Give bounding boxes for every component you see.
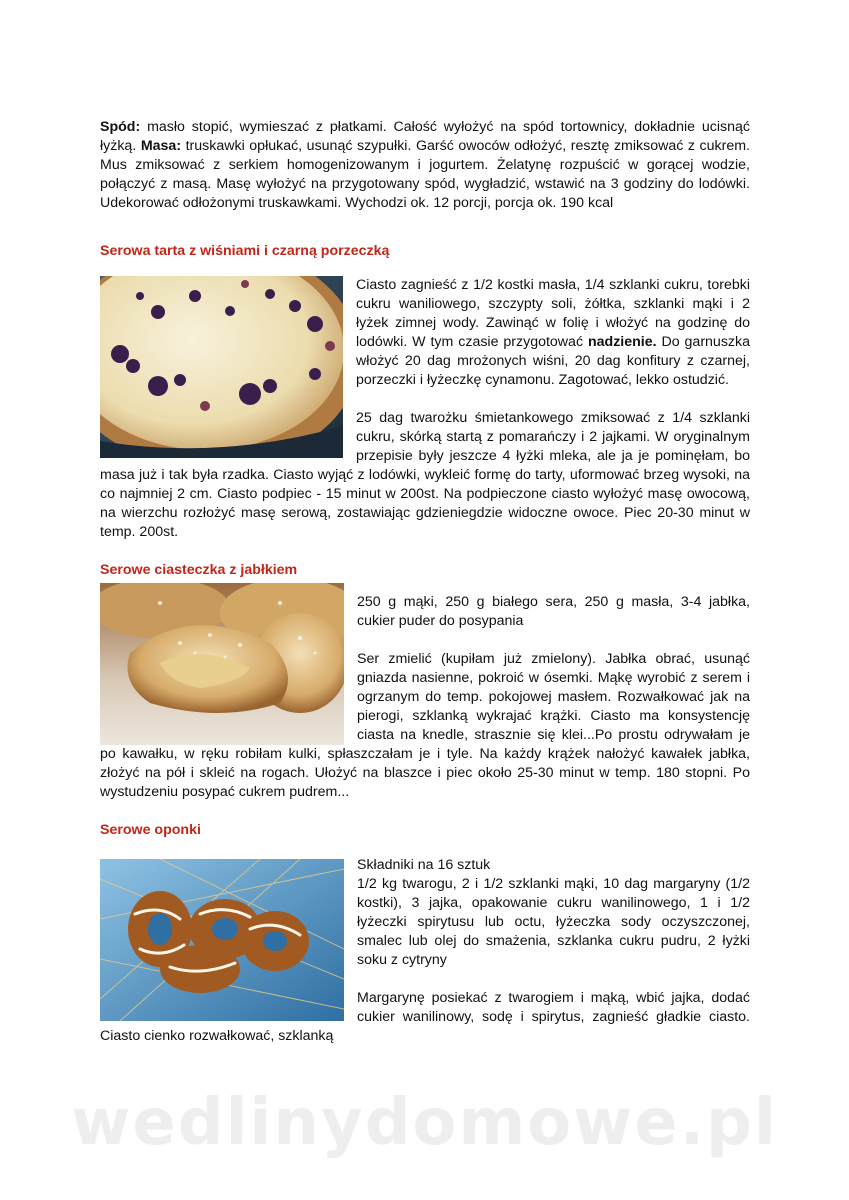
masa-text: truskawki opłukać, usunąć szypułki. Garść owoców odłożyć, resztę zmiksować z cukrem. Mus zmiksować z serkiem homogenizowanym i jogurtem. Żelatynę rozpuścić w gorącej wodzie, połączyć z masą. Masę wyłożyć na przygotowany spód, wygładzić, wstawić na 3 godziny do lodówki. Udekorować odłożonymi truskawkami. Wychodzi ok. 12 porcji, porcja ok. 190 kcal [100,138,750,211]
spod-text: masło stopić, wymieszać z płatkami. Całość wyłożyć na spód tortownicy, dokładnie ucisnąć łyżką. [100,119,750,154]
document-page [100,110,750,1046]
recipe-title-tarta: Serowa tarta z wiśniami i czarną porzeczką [100,243,390,259]
ciasteczka-paragraph-1: 250 g mąki, 250 g białego sera, 250 g masła, 3-4 jabłka, cukier puder do posypania [357,594,750,629]
tarta-text-a: Ciasto zagnieść z 1/2 kostki masła, 1/4 szklanki cukru, torebki cukru waniliowego, szczypty soli, żółtka, szklanki mąki i 2 łyżek zimnej wody. Zawinąć w folię i włożyć na godzinę do lodówki. W tym czasie przygotować [356,277,750,350]
oponki-ingredients-heading: Składniki na 16 sztuk [357,857,491,873]
tarta-text-b: Do garnuszka włożyć 20 dag mrożonych wiśni, 20 dag konfitury z czarnej, porzeczki i łyżeczkę cynamonu. Zagotować, lekko ostudzić. [356,334,750,388]
recipe-title-ciasteczka: Serowe ciasteczka z jabłkiem [100,562,298,578]
tart-photo [100,276,343,458]
recipe-title-oponki: Serowe oponki [100,822,201,838]
watermark: wedlinydomowe.pl [71,1086,778,1160]
oponki-paragraph-2: Margarynę posiekać z twarogiem i mąką, wbić jajka, dodać cukier wanilinowy, sodę i spirytus, zagnieść gładkie ciasto. Ciasto cienko rozwałkować, szklanką [100,990,750,1044]
intro-paragraph [100,118,750,213]
oponki-ingredients: 1/2 kg twarogu, 2 i 1/2 szklanki mąki, 10 dag margaryny (1/2 kostki), 3 jajka, opakowanie cukru wanilinowego, 1 i 1/2 łyżeczki spirytusu lub octu, łyżeczka sody oczyszczonej, smalec lub olej do smażenia, szklanka cukru pudru, 2 łyżki soku z cytryny [357,876,750,968]
oponki-photo [100,859,344,1021]
tarta-nadzienie-bold: nadzienie. [587,334,657,350]
ciasteczka-paragraph-2: Ser zmielić (kupiłam już zmielony). Jabłka obrać, usunąć gniazda nasienne, pokroić w ósemki. Mąkę wyrobić z serem i ogrzanym do temp. pokojowej masłem. Rozwałkować jak na pierogi, szklanką wykrajać krążki. Ciasto ma konsystencję ciasta na knedle, strasznie się klei...Po prostu odrywałam je po kawałku, w ręku robiłam kulki, spłaszczałam je i tyle. Na każdy krążek nałożyć kawałek jabłka, złożyć na pół i skleić na rogach. Ułożyć na blaszce i piec około 25-30 minut w temp. 180 stopni. Po wystudzeniu posypać cukrem pudrem... [100,651,750,800]
masa-label: Masa: [140,138,182,154]
tarta-paragraph-2: 25 dag twarożku śmietankowego zmiksować z 1/4 szklanki cukru, skórką startą z pomarańczy i 2 jajkami. W oryginalnym przepisie były jeszcze 4 łyżki mleka, ale ja je pominęłam, bo masa już i tak była rzadka. Ciasto wyjąć z lodówki, wykleić formę do tarty, uformować brzeg wysoki, na co najmniej 2 cm. Ciasto podpiec - 15 minut w 200st. Na podpieczone ciasto wyłożyć masę owocową, na wierzchu rozłożyć masę serową, zostawiając gdzieniegdzie widoczne owoce. Piec 20-30 minut w temp. 200st. [100,410,750,540]
spod-label: Spód: [100,119,141,135]
cookies-photo [100,583,344,745]
